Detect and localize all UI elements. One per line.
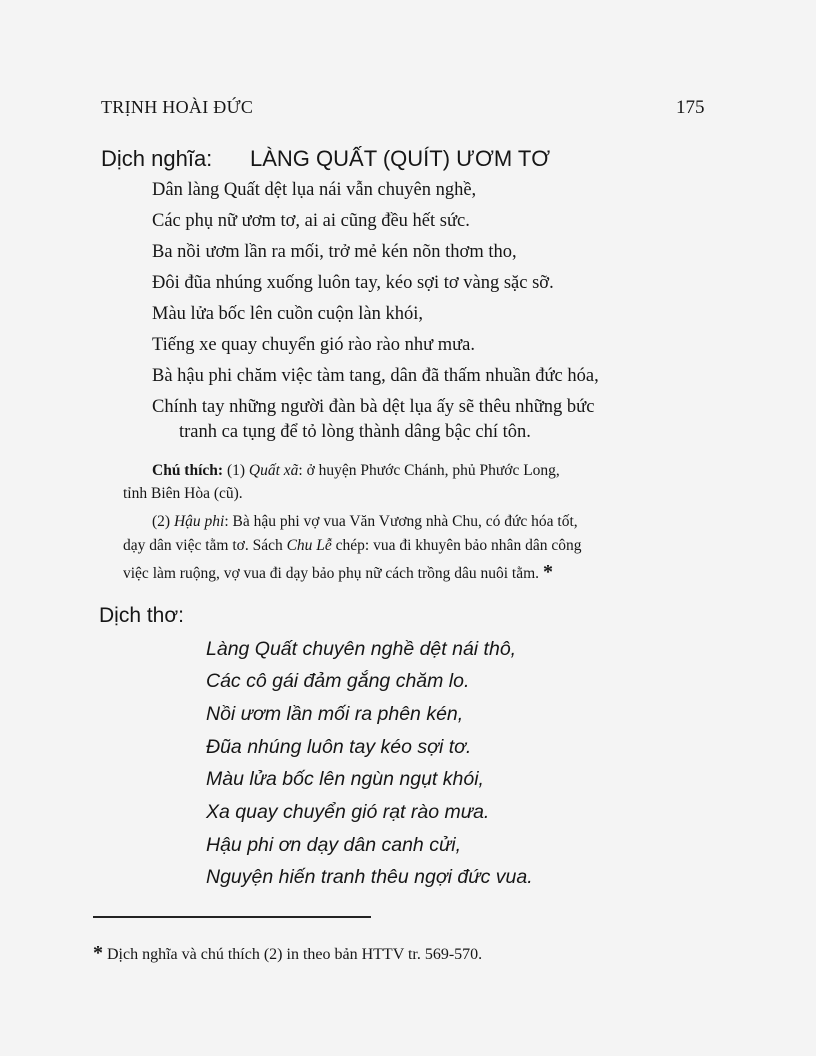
note-term: Quất xã: [248, 462, 299, 479]
translation-line: Tiếng xe quay chuyển gió rào rào như mưa.: [152, 335, 476, 355]
note-1: [152, 462, 560, 480]
note-label: Chú thích:: [152, 462, 224, 479]
page-number: 175: [676, 97, 705, 118]
running-header-author: TRỊNH HOÀI ĐỨC: [101, 97, 254, 117]
note-text: : Bà hậu phi vợ vua Văn Vương nhà Chu, có đức hóa tốt,: [224, 513, 578, 530]
translation-line: Dân làng Quất dệt lụa nái vẫn chuyên nghề,: [152, 180, 477, 200]
note-1-continuation: tỉnh Biên Hòa (cũ).: [123, 485, 243, 502]
translation-line: Ba nồi ươm lần ra mối, trở mẻ kén nõn thơm tho,: [152, 242, 517, 262]
asterisk-mark: *: [542, 561, 553, 583]
poem-line: Màu lửa bốc lên ngùn ngụt khói,: [206, 768, 484, 790]
note-number: (1): [226, 462, 246, 479]
note-2-line-3: [123, 561, 553, 584]
footnote-asterisk: *: [93, 942, 103, 964]
footnote: [93, 942, 482, 965]
note-number: (2): [152, 513, 171, 530]
translation-label: Dịch nghĩa:: [101, 146, 213, 171]
translation-line: Đôi đũa nhúng xuống luôn tay, kéo sợi tơ vàng sặc sỡ.: [152, 273, 554, 293]
poem-title: LÀNG QUẤT (QUÍT) ƯƠM TƠ: [250, 146, 551, 171]
note-2: [152, 513, 578, 531]
translation-line: tranh ca tụng để tỏ lòng thành dâng bậc chí tôn.: [179, 422, 531, 442]
note-text: : ở huyện Phước Chánh, phủ Phước Long,: [298, 462, 560, 479]
poem-line: Xa quay chuyển gió rạt rào mưa.: [206, 801, 490, 823]
note-term: Hậu phi: [173, 513, 225, 530]
poem-line: Làng Quất chuyên nghề dệt nái thô,: [206, 638, 517, 660]
note-text: dạy dân việc tằm tơ. Sách: [123, 537, 287, 554]
translation-line: Màu lửa bốc lên cuồn cuộn làn khói,: [152, 304, 424, 324]
note-book-title: Chu Lễ: [286, 537, 332, 554]
poem-line: Các cô gái đảm gắng chăm lo.: [206, 670, 470, 692]
translation-line: Chính tay những người đàn bà dệt lụa ấy sẽ thêu những bức: [152, 397, 595, 417]
note-2-line-2: [123, 537, 581, 555]
poem-line: Đũa nhúng luôn tay kéo sợi tơ.: [206, 736, 472, 758]
footnote-divider: [93, 916, 371, 918]
note-text: chép: vua đi khuyên bảo nhân dân công: [331, 537, 582, 554]
note-text: việc làm ruộng, vợ vua đi dạy bảo phụ nữ cách trồng dâu nuôi tằm.: [123, 565, 540, 582]
footnote-text: Dịch nghĩa và chú thích (2) in theo bản HTTV tr. 569-570.: [107, 946, 483, 963]
poem-line: Nguyện hiến tranh thêu ngợi đức vua.: [206, 866, 533, 888]
translation-heading: [101, 146, 551, 172]
poem-line: Nồi ươm lần mối ra phên kén,: [206, 703, 464, 725]
translation-line: Bà hậu phi chăm việc tàm tang, dân đã thấm nhuần đức hóa,: [152, 366, 599, 386]
poem-translation-label: Dịch thơ:: [99, 604, 184, 627]
translation-line: Các phụ nữ ươm tơ, ai ai cũng đều hết sức.: [152, 211, 470, 231]
poem-line: Hậu phi ơn dạy dân canh cửi,: [206, 834, 462, 856]
